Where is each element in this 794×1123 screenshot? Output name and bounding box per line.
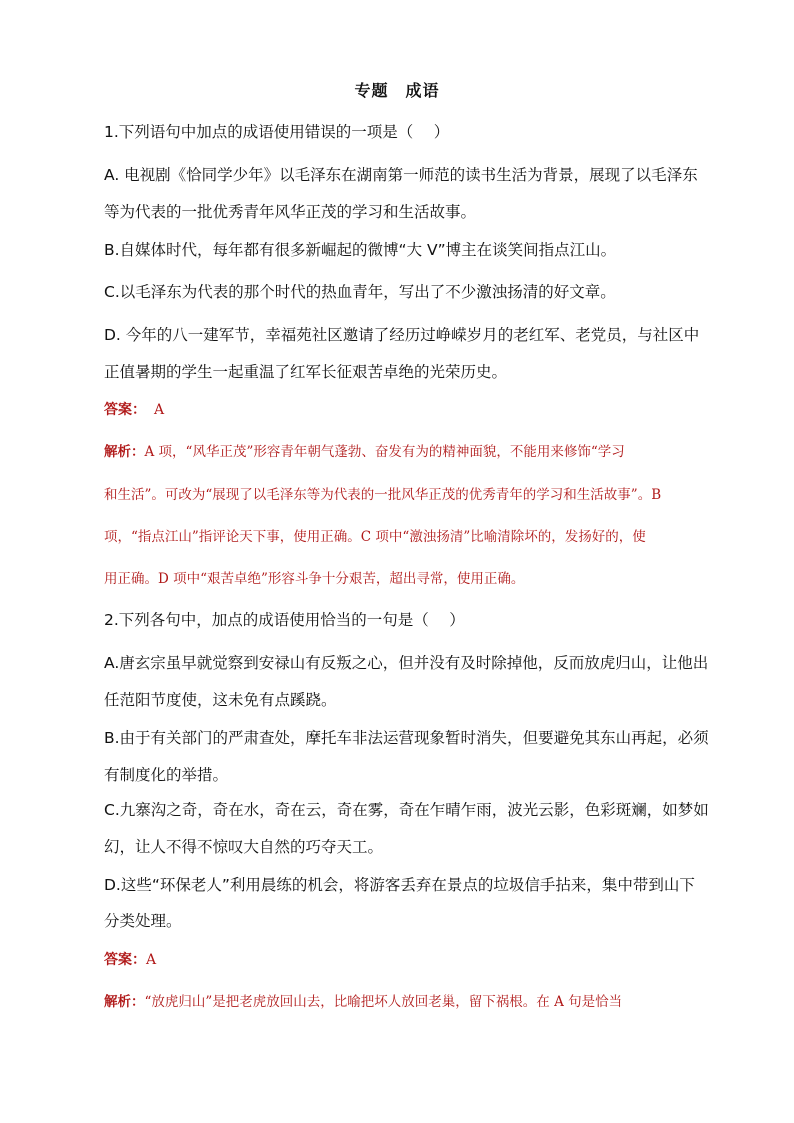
answer-value: A: [154, 402, 165, 418]
question-1-option-a: A. 电视剧《恰同学少年》以毛泽东在湖南第一师范的读书生活为背景，展现了以毛泽东: [104, 166, 698, 184]
question-2-option-a: A.唐玄宗虽早就觉察到安禄山有反叛之心，但并没有及时除掉他，反而放虎归山，让他出: [104, 654, 709, 672]
explanation-text: “放虎归山”是把老虎放回山去，比喻把坏人放回老巢，留下祸根。在 A 句是恰当: [144, 994, 623, 1010]
explanation-label: 解析：: [104, 994, 145, 1010]
question-2-option-c: C.九寨沟之奇，奇在水，奇在云，奇在雾，奇在乍晴乍雨，波光云影，色彩斑斓，如梦如: [104, 801, 709, 819]
question-2-option-c-cont: 幻，让人不得不惊叹大自然的巧夺天工。: [104, 838, 384, 856]
answer-label: 答案：: [104, 952, 146, 968]
question-2-explanation-line-1: [104, 992, 622, 1012]
answer-value: A: [146, 952, 157, 968]
question-1-option-b: B.自媒体时代，每年都有很多新崛起的微博“大 V”博主在谈笑间指点江山。: [104, 241, 617, 259]
question-2-answer: [104, 950, 156, 970]
question-2-option-b: B.由于有关部门的严肃查处，摩托车非法运营现象暂时消失，但要避免其东山再起，必须: [104, 729, 709, 747]
question-2-option-b-cont: 有制度化的举措。: [104, 766, 229, 784]
question-1-option-a-cont: 等为代表的一批优秀青年风华正茂的学习和生活故事。: [104, 203, 477, 221]
question-2-option-d-cont: 分类处理。: [104, 912, 182, 930]
question-1-answer: [104, 400, 164, 420]
question-1-option-d: D. 今年的八一建军节，幸福苑社区邀请了经历过峥嵘岁月的老红军、老党员，与社区中: [104, 326, 700, 344]
answer-label: 答案：: [104, 402, 146, 418]
question-1-explanation-line-2: 和生活”。可改为“展现了以毛泽东等为代表的一批风华正茂的优秀青年的学习和生活故事”。B: [104, 487, 662, 503]
question-2-option-d: D.这些“环保老人”利用晨练的机会，将游客丢弃在景点的垃圾信手拈来，集中带到山下: [104, 876, 695, 894]
question-1-stem: 1.下列语句中加点的成语使用错误的一项是（ ）: [104, 123, 450, 141]
explanation-text: A 项，“风华正茂”形容青年朝气蓬勃、奋发有为的精神面貌，不能用来修饰“学习: [144, 444, 625, 460]
question-1-explanation-line-3: 项，“指点江山”指评论天下事，使用正确。C 项中“激浊扬清”比喻清除坏的，发扬好的，使: [104, 529, 646, 545]
question-1-option-c: C.以毛泽东为代表的那个时代的热血青年，写出了不少激浊扬清的好文章。: [104, 283, 616, 301]
question-1-explanation-line-1: [104, 442, 625, 462]
question-2-option-a-cont: 任范阳节度使，这未免有点蹊跷。: [104, 691, 337, 709]
question-2-stem: 2.下列各句中，加点的成语使用恰当的一句是（ ）: [104, 611, 465, 629]
question-1-option-d-cont: 正值暑期的学生一起重温了红军长征艰苦卓绝的光荣历史。: [104, 363, 508, 381]
explanation-label: 解析：: [104, 444, 145, 460]
question-1-explanation-line-4: 用正确。D 项中“艰苦卓绝”形容斗争十分艰苦，超出寻常，使用正确。: [104, 571, 525, 587]
page-title: 专题 成语: [354, 81, 440, 100]
